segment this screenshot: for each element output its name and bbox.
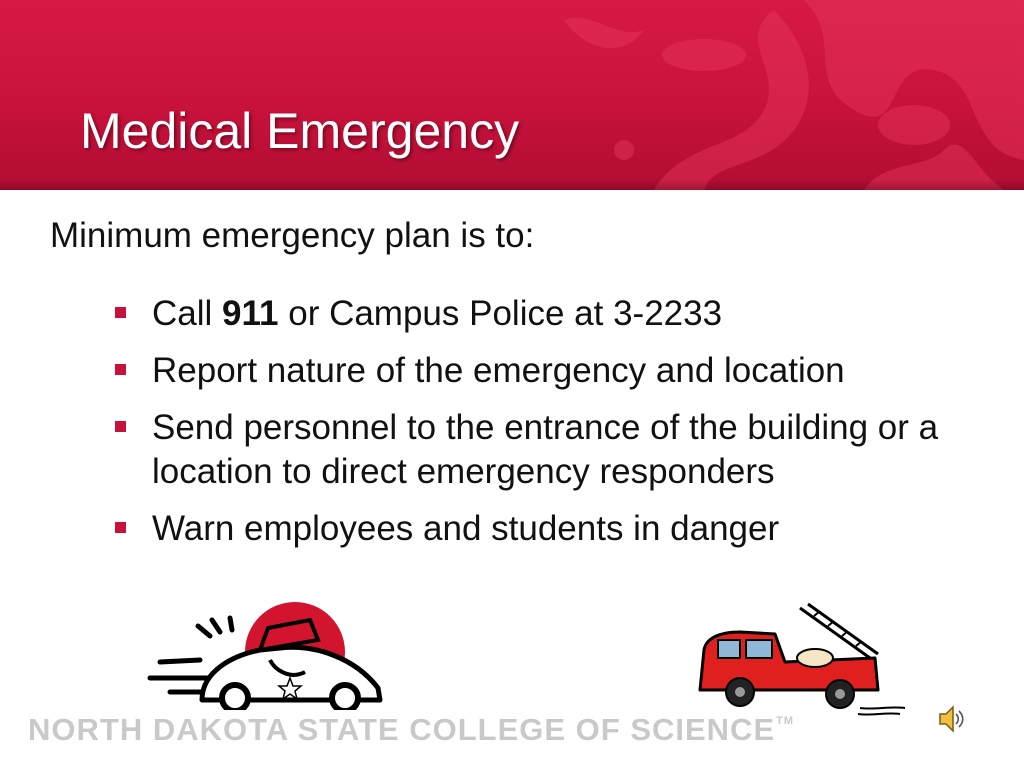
bullet-text: Report nature of the emergency and location bbox=[152, 351, 845, 390]
institution-name: NORTH DAKOTA STATE COLLEGE OF SCIENCE bbox=[28, 712, 776, 747]
bullet-item-call bbox=[115, 292, 995, 336]
institution-footer bbox=[28, 712, 794, 748]
square-bullet-icon bbox=[115, 364, 126, 375]
fire-truck-clipart bbox=[690, 600, 920, 720]
bullet-list bbox=[115, 292, 995, 564]
bullet-text-before: Call bbox=[152, 294, 223, 333]
damask-ornament bbox=[504, 0, 1024, 190]
bullet-item-report bbox=[115, 349, 995, 393]
emergency-number: 911 bbox=[222, 294, 279, 333]
title-banner bbox=[0, 0, 1024, 190]
bullet-item-send-personnel bbox=[115, 406, 995, 494]
intro-text: Minimum emergency plan is to: bbox=[50, 216, 535, 255]
square-bullet-icon bbox=[115, 307, 126, 318]
bullet-text-after: or Campus Police at 3-2233 bbox=[278, 294, 723, 333]
bullet-text: Send personnel to the entrance of the building or a location to direct emergency responders bbox=[152, 408, 939, 491]
bullet-item-warn bbox=[115, 507, 995, 551]
police-car-clipart bbox=[140, 600, 390, 710]
trademark-mark: TM bbox=[776, 715, 795, 727]
banner-shadow bbox=[0, 180, 1024, 190]
bullet-text: Warn employees and students in danger bbox=[152, 509, 780, 548]
square-bullet-icon bbox=[115, 421, 126, 432]
speaker-icon[interactable] bbox=[938, 703, 966, 735]
slide-title: Medical Emergency bbox=[80, 103, 520, 159]
square-bullet-icon bbox=[115, 522, 126, 533]
